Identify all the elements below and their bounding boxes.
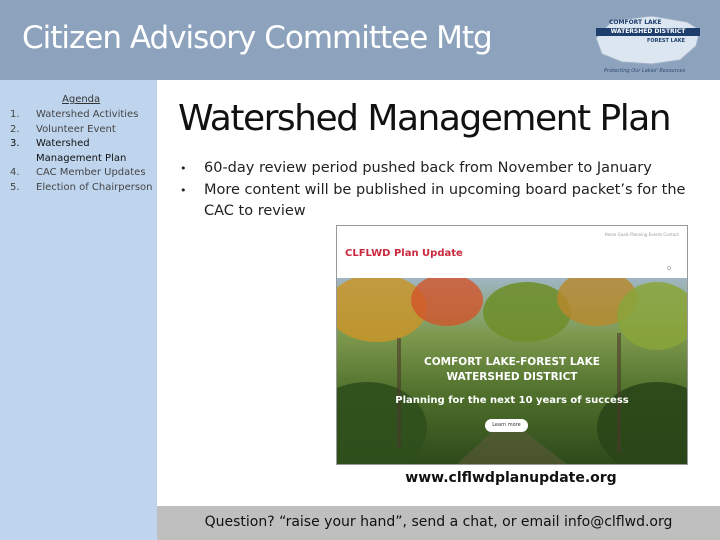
header-bar — [0, 0, 720, 80]
agenda-item-label: Watershed Management Plan — [36, 138, 127, 164]
website-plan-label: CLFLWD Plan Update — [345, 248, 463, 259]
plan-website-url[interactable]: www.clflwdplanupdate.org — [405, 470, 617, 486]
agenda-title: Agenda — [62, 94, 101, 105]
agenda-item-label: Election of Chairperson — [36, 181, 153, 193]
website-screenshot — [336, 225, 688, 465]
agenda-item-number: 2. — [10, 123, 20, 135]
hero-title-line-1: COMFORT LAKE-FOREST LAKE — [424, 356, 600, 368]
hero-tagline: Planning for the next 10 years of success — [395, 395, 629, 406]
agenda-item-1 — [10, 108, 155, 123]
footer-bar — [157, 506, 720, 540]
agenda-item-number: 5. — [10, 181, 20, 193]
agenda-list — [10, 108, 155, 195]
agenda-item-3-current — [10, 137, 155, 166]
bullet-list — [180, 158, 710, 223]
logo-line-3: FOREST LAKE — [647, 38, 686, 44]
district-logo — [592, 16, 704, 80]
footer-text: Question? “raise your hand”, send a chat, or email info@clflwd.org — [204, 514, 673, 530]
logo-line-1: COMFORT LAKE — [609, 19, 662, 26]
agenda-item-label: Watershed Activities — [36, 109, 139, 120]
agenda-item-label: CAC Member Updates — [36, 167, 146, 178]
agenda-item-number: 4. — [10, 167, 20, 178]
agenda-item-4 — [10, 166, 155, 181]
bullet-item — [180, 180, 710, 223]
search-icon: Q — [667, 266, 671, 272]
logo-tagline: Protecting Our Lakes' Resources — [604, 68, 686, 74]
agenda-item-5 — [10, 181, 155, 196]
agenda-item-number: 1. — [10, 109, 20, 120]
bullet-icon: • — [180, 183, 187, 197]
bullet-item — [180, 158, 710, 180]
hero-title-line-2: WATERSHED DISTRICT — [446, 371, 578, 383]
bullet-icon: • — [180, 162, 187, 175]
bullet-text: 60-day review period pushed back from November to January — [204, 160, 652, 176]
agenda-item-label: Volunteer Event — [36, 123, 116, 135]
agenda-item-2 — [10, 123, 155, 138]
agenda-item-number: 3. — [10, 138, 20, 149]
learn-more-button: Learn more — [485, 419, 528, 432]
slide-header-title: Citizen Advisory Committee Mtg — [22, 20, 492, 56]
website-nav: Home Goals Planning Events Contact — [604, 232, 679, 237]
bullet-text: More content will be published in upcoming board packet’s for the CAC to review — [204, 181, 686, 219]
logo-line-2: WATERSHED DISTRICT — [596, 28, 700, 36]
forest-photo — [337, 278, 687, 464]
slide-title: Watershed Management Plan — [178, 98, 671, 139]
